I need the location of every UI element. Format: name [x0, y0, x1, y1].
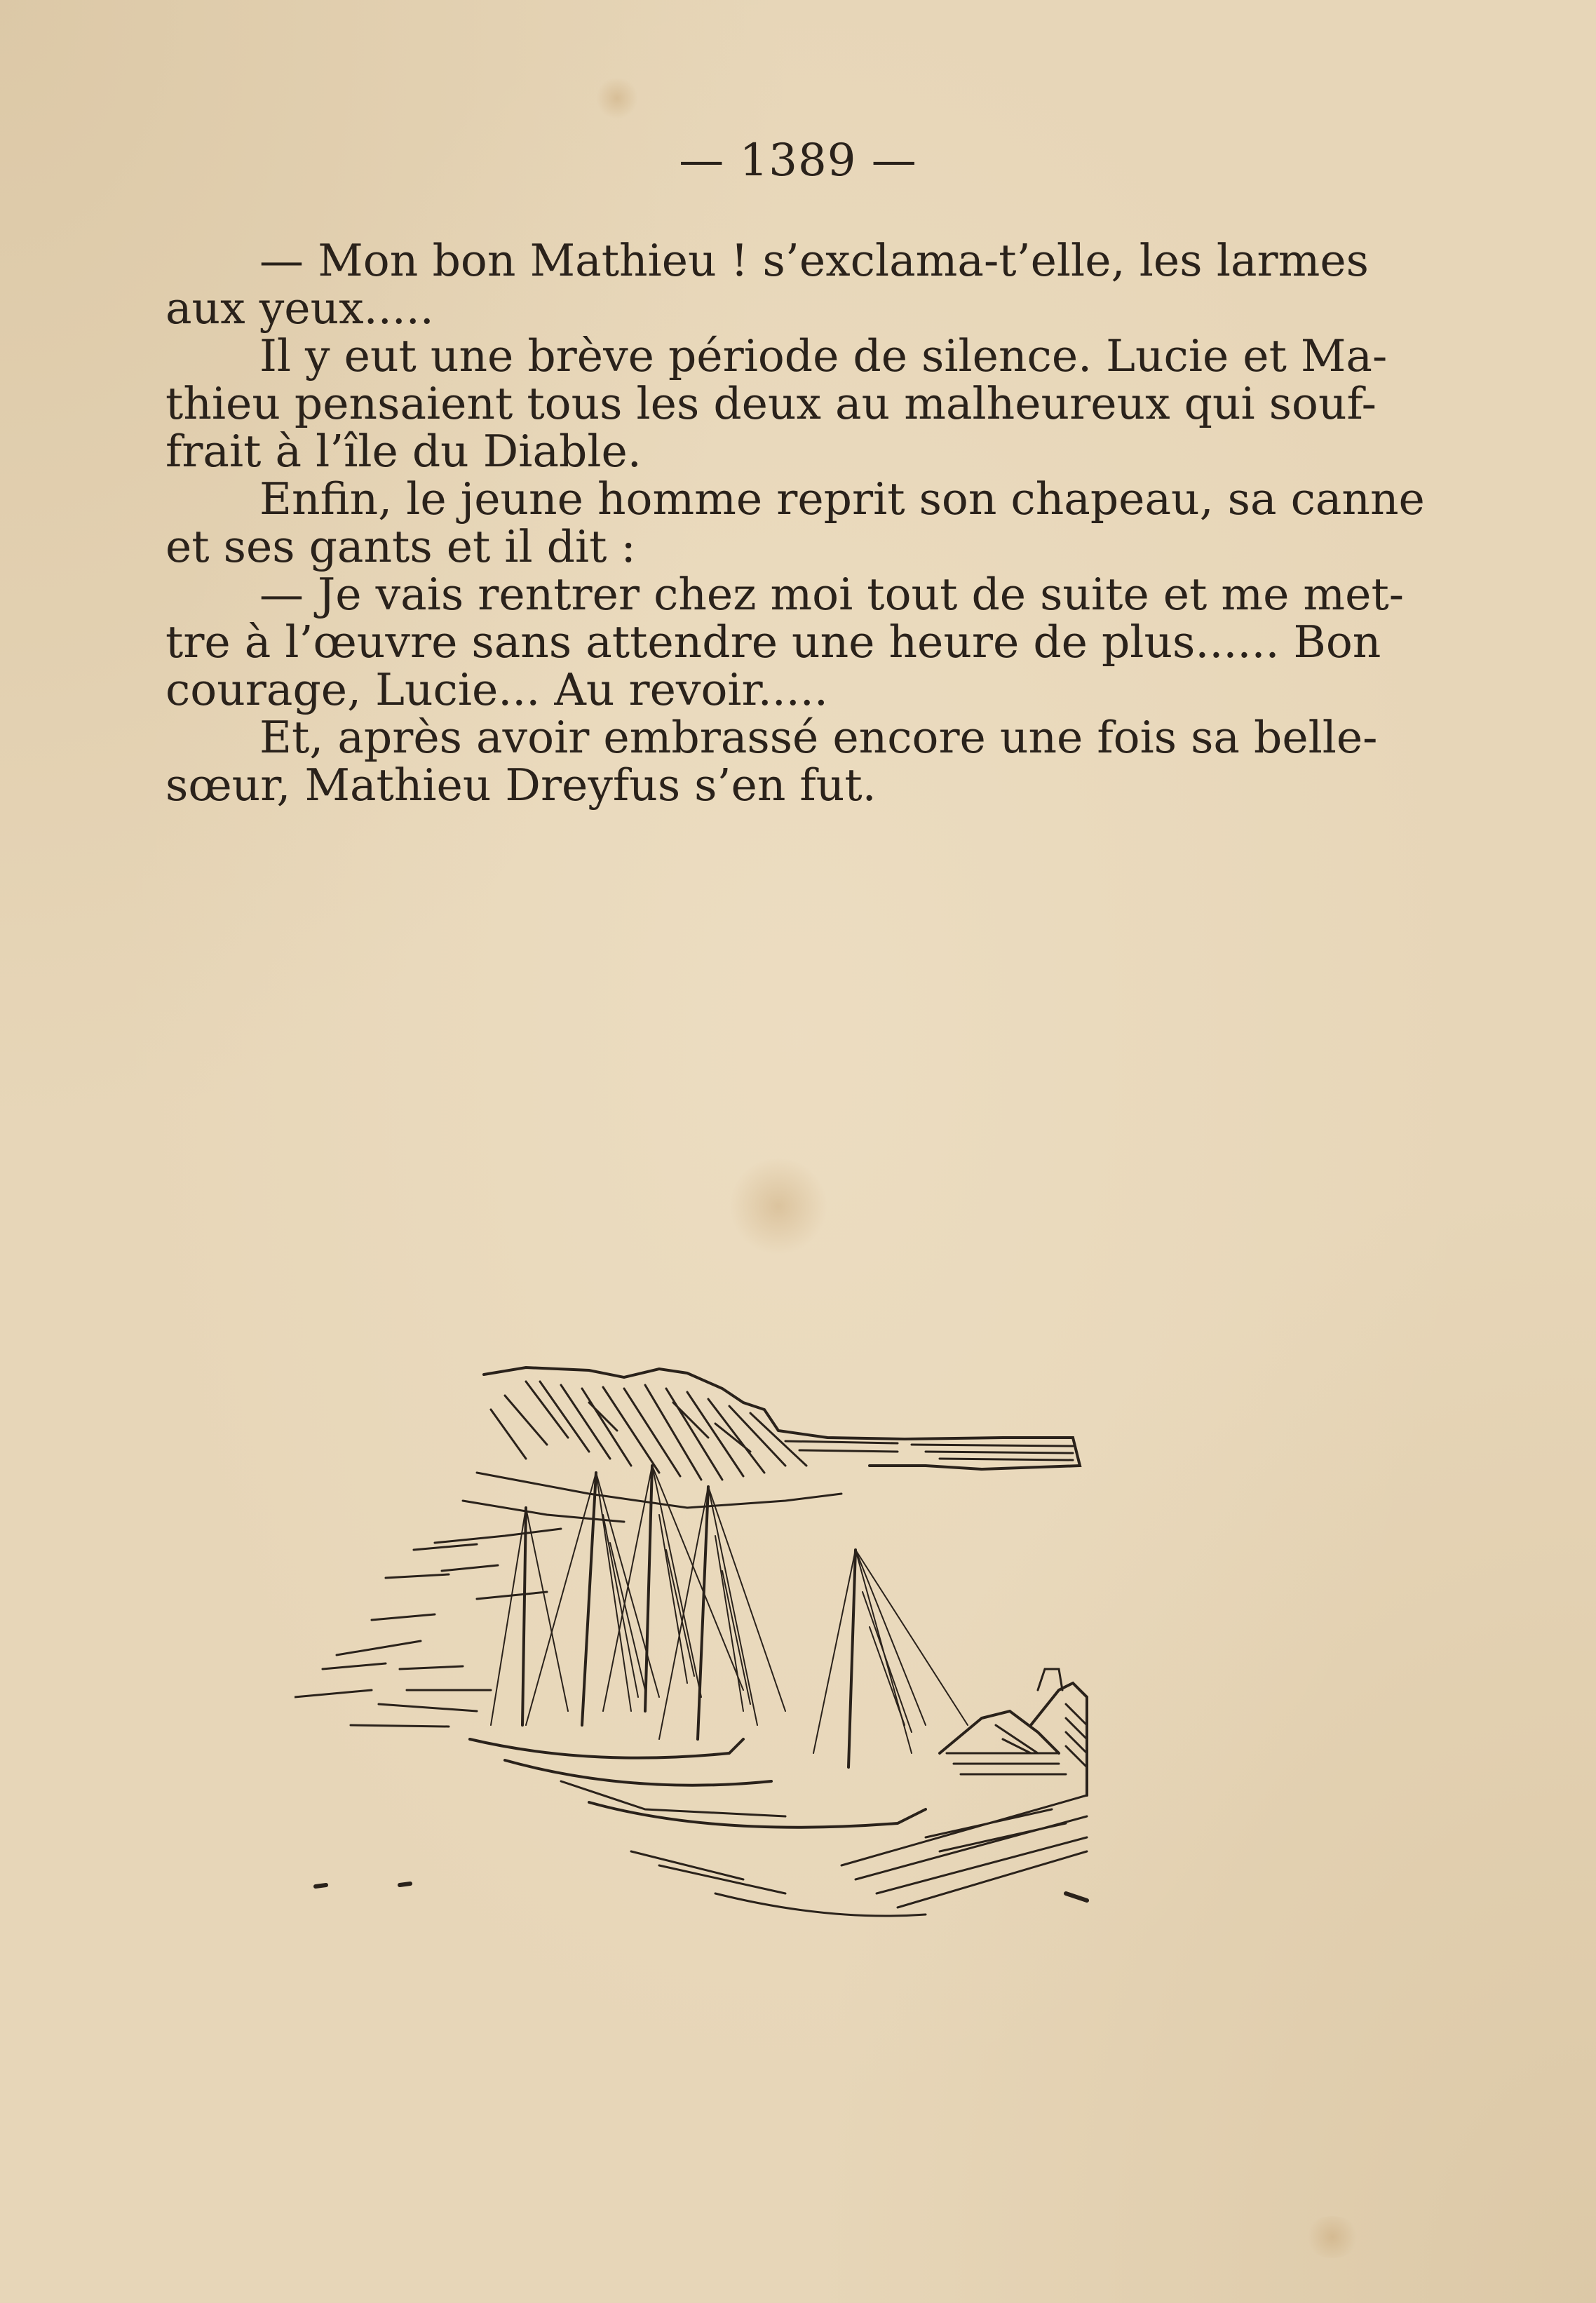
text-line: et ses gants et il dit : [165, 521, 636, 572]
paragraph [165, 473, 1425, 572]
paragraph [165, 330, 1388, 477]
text-line: — Je vais rentrer chez moi tout de suite et me met- [259, 569, 1405, 620]
text-line: Il y eut une brève période de silence. Lucie et Ma- [259, 330, 1388, 381]
text-line: Et, après avoir embrassé encore une fois sa belle- [259, 712, 1378, 763]
paragraph [165, 237, 1369, 332]
text-line: thieu pensaient tous les deux au malheureux qui souf- [165, 378, 1377, 429]
text-line: courage, Lucie... Au revoir..... [165, 664, 828, 715]
text-line: Enfin, le jeune homme reprit son chapeau, sa canne [259, 473, 1425, 525]
text-line: aux yeux..... [165, 283, 434, 334]
text-line: — Mon bon Mathieu ! s’exclama-t’elle, les larmes [259, 235, 1369, 286]
paragraph [165, 569, 1405, 715]
paper-stain [729, 1157, 827, 1255]
paper-stain [596, 77, 638, 119]
text-line: sœur, Mathieu Dreyfus s’en fut. [165, 759, 877, 811]
paragraph [165, 712, 1378, 811]
body-text [165, 235, 1425, 811]
text-line: frait à l’île du Diable. [165, 426, 642, 477]
harbor-sailboats-engraving-icon [295, 1360, 1255, 1992]
paper-stain [1304, 2216, 1360, 2258]
text-line: tre à l’œuvre sans attendre une heure de plus...... Bon [165, 616, 1381, 668]
page-number: — 1389 — [679, 135, 917, 187]
